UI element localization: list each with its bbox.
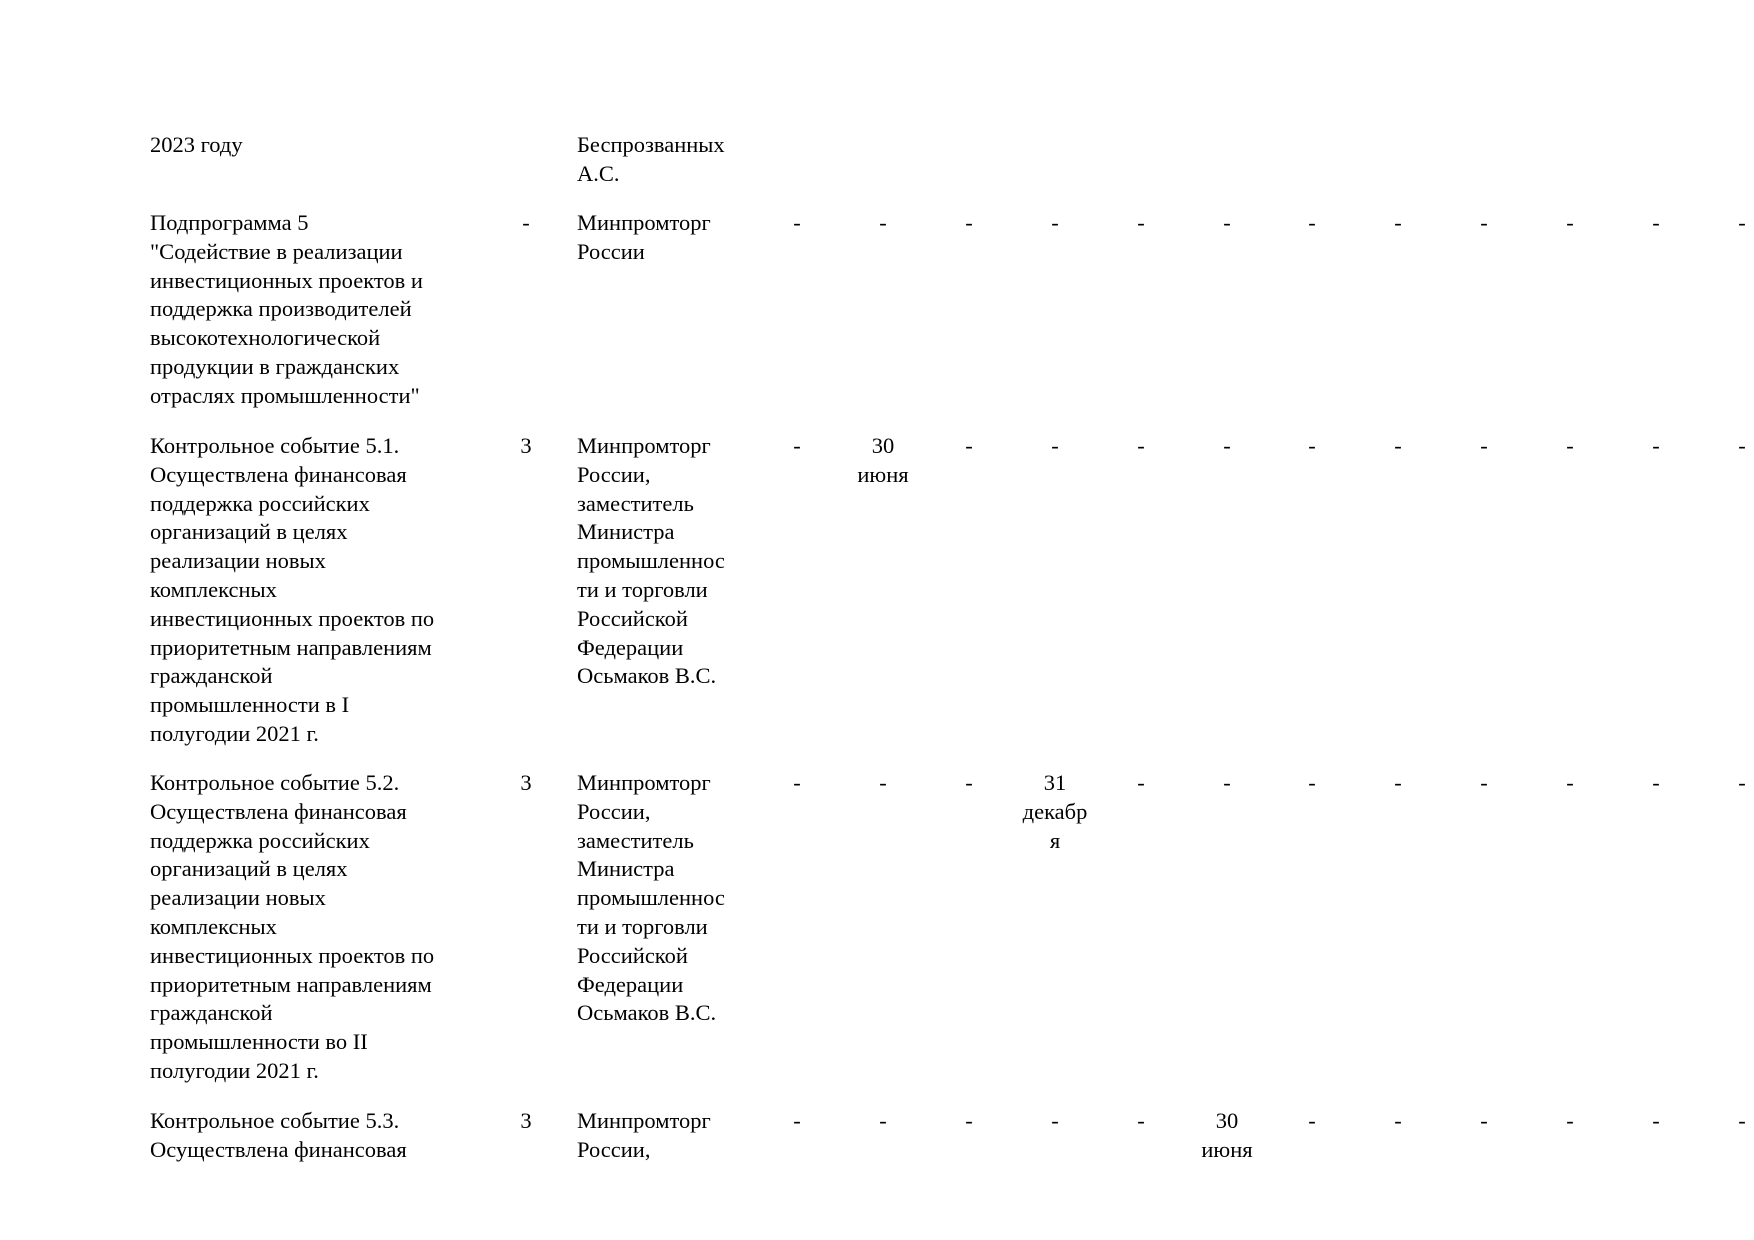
- quarter-cell: -: [793, 433, 801, 458]
- quarter-cell: -: [1566, 770, 1574, 795]
- quarter-cell: -: [1394, 433, 1402, 458]
- quarter-cell: 31 декабр я: [1022, 770, 1088, 853]
- quarter-cell: -: [1566, 210, 1574, 235]
- quarter-cell: -: [1051, 1108, 1059, 1133]
- quarter-cell: -: [1480, 770, 1488, 795]
- event-name-cell: 2023 году: [150, 132, 243, 157]
- quarter-cell: -: [1308, 1108, 1316, 1133]
- quarter-cell: -: [1652, 210, 1660, 235]
- quarter-cell: -: [965, 770, 973, 795]
- quarter-cell: -: [1308, 210, 1316, 235]
- quarter-cell: -: [793, 770, 801, 795]
- quarter-cell: -: [1566, 433, 1574, 458]
- quarter-cell: 30 июня: [857, 433, 909, 487]
- quarter-cell: -: [1223, 210, 1231, 235]
- responsible-cell: Минпромторг России, заместитель Министра промышленнос ти и торговли Российской Федерации Осьмаков В.С.: [577, 770, 725, 1026]
- quarter-cell: -: [965, 433, 973, 458]
- quarter-cell: -: [1394, 1108, 1402, 1133]
- quarter-cell: -: [1480, 210, 1488, 235]
- responsible-cell: Минпромторг России,: [577, 1108, 711, 1162]
- level-cell: 3: [520, 770, 532, 795]
- quarter-cell: -: [1738, 210, 1746, 235]
- quarter-cell: -: [1738, 1108, 1746, 1133]
- quarter-cell: -: [793, 1108, 801, 1133]
- responsible-cell: Минпромторг России: [577, 210, 711, 264]
- responsible-cell: Минпромторг России, заместитель Министра промышленнос ти и торговли Российской Федерации Осьмаков В.С.: [577, 433, 725, 689]
- level-cell: -: [522, 210, 530, 235]
- level-cell: 3: [520, 1108, 532, 1133]
- quarter-cell: -: [793, 210, 801, 235]
- event-name-cell: Контрольное событие 5.3. Осуществлена финансовая: [150, 1108, 407, 1162]
- quarter-cell: -: [1652, 433, 1660, 458]
- quarter-cell: -: [1223, 770, 1231, 795]
- level-cell: 3: [520, 433, 532, 458]
- quarter-cell: -: [1394, 770, 1402, 795]
- quarter-cell: -: [965, 210, 973, 235]
- quarter-cell: -: [1394, 210, 1402, 235]
- quarter-cell: -: [1137, 770, 1145, 795]
- quarter-cell: -: [1738, 770, 1746, 795]
- quarter-cell: -: [1223, 433, 1231, 458]
- quarter-cell: -: [1652, 770, 1660, 795]
- quarter-cell: -: [1308, 770, 1316, 795]
- quarter-cell: -: [879, 1108, 887, 1133]
- quarter-cell: -: [1480, 1108, 1488, 1133]
- event-name-cell: Контрольное событие 5.1. Осуществлена финансовая поддержка российских организаций в целях реализации новых комплексных инвестиционных проектов по приоритетным направлениям гражданской промышленности в I полугодии 2021 г.: [150, 433, 435, 746]
- quarter-cell: -: [879, 770, 887, 795]
- quarter-cell: -: [1051, 433, 1059, 458]
- quarter-cell: -: [1652, 1108, 1660, 1133]
- event-name-cell: Контрольное событие 5.2. Осуществлена финансовая поддержка российских организаций в целях реализации новых комплексных инвестиционных проектов по приоритетным направлениям гражданской промышленности во II полугодии 2021 г.: [150, 770, 435, 1083]
- quarter-cell: -: [1480, 433, 1488, 458]
- quarter-cell: -: [1137, 433, 1145, 458]
- quarter-cell: -: [1566, 1108, 1574, 1133]
- quarter-cell: 30 июня: [1201, 1108, 1253, 1162]
- quarter-cell: -: [1051, 210, 1059, 235]
- responsible-cell: Беспрозванных А.С.: [577, 132, 725, 186]
- quarter-cell: -: [1308, 433, 1316, 458]
- quarter-cell: -: [1738, 433, 1746, 458]
- quarter-cell: -: [965, 1108, 973, 1133]
- quarter-cell: -: [879, 210, 887, 235]
- quarter-cell: -: [1137, 1108, 1145, 1133]
- quarter-cell: -: [1137, 210, 1145, 235]
- event-name-cell: Подпрограмма 5 "Содействие в реализации инвестиционных проектов и поддержка производителей высокотехнологической продукции в гражданских отраслях промышленности": [150, 210, 423, 408]
